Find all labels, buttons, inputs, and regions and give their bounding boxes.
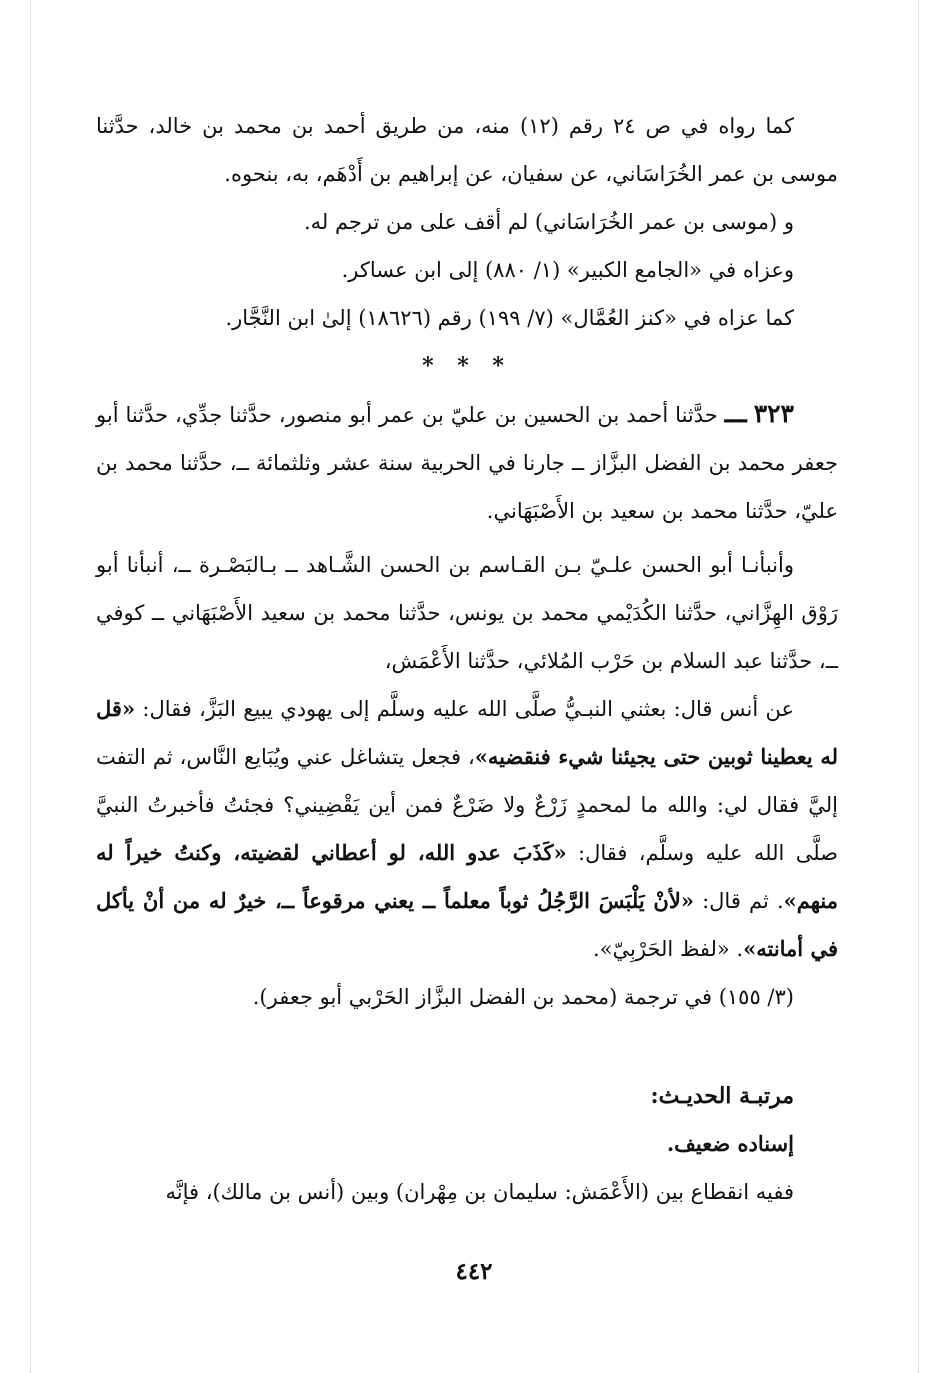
grade-heading: مرتبـة الحديـث: [650, 1083, 794, 1109]
hadith-matn [96, 685, 838, 973]
hadith-chain-second: وأنبأنـا أبو الحسن علـيّ بـن القـاسم بن الحسن الشَّـاهد ــ بـالبَصْـرة ــ، أنبأنا أبو رَوْق الهِزَّاني، حدَّثنا الكُدَيْمي محمد بن يونس، حدَّثنا محمد بن سعيد الأَصْبَهَاني ــ كوفي ــ، حدَّثنا عبد السلام بن حَرْب المُلائي، حدَّثنا الأَعْمَش، [96, 553, 838, 673]
right-margin-guide [918, 0, 919, 1373]
paragraph-jami-attribution: وعزاه في «الجامع الكبير» (١/ ٨٨٠) إلى ابن عساكر. [341, 258, 794, 282]
left-margin-guide [30, 0, 31, 1373]
hadith-source: (٣/ ١٥٥) في ترجمة (محمد بن الفضل البزَّاز الحَرْبي أبو جعفر). [252, 985, 794, 1009]
paragraph-tarjamah-note: و (موسى بن عمر الخُرَاسَاني) لم أقف على من ترجم له. [303, 210, 794, 234]
matn-middle-two: . ثم قال: [693, 889, 784, 913]
grade-verdict: إسناده ضعيف. [666, 1131, 794, 1156]
matn-quote-one: «قل له يعطينا ثوبين حتى يجيئنا شيء فنقضيه» [96, 696, 838, 769]
page-number: ٤٤٢ [455, 1258, 493, 1285]
hadith-number-dash: ـــ [724, 399, 747, 428]
paragraph-kanz-attribution: كما عزاه في «كنز العُمَّال» (٧/ ١٩٩) رقم (١٨٦٢٦) إلىٰ ابن النَّجَّار. [225, 306, 794, 330]
matn-end: . «لفظ الحَرْبِيّ». [593, 937, 744, 961]
hadith-number: ٣٢٣ [753, 399, 794, 428]
matn-quote-three: «لأنْ يَلْبَسَ الرَّجُلُ ثوباً معلماً ــ يعني مرقوعاً ــ، خيرٌ له من أنْ يأكل في أمانته» [96, 888, 838, 961]
hadith-chain-first [96, 390, 838, 535]
matn-intro: عن أنس قال: بعثني النبـيُّ صلَّى الله عليه وسلَّم إلى يهودي يبيع البَزَّ، فقال: [135, 697, 794, 721]
hadith-chain-first-text: حدَّثنا أحمد بن الحسين بن عليّ بن عمر أبو منصور، حدَّثنا جدِّي، حدَّثنا أبو جعفر محمد بن الفضل البزَّاز ــ جارنا في الحربية سنة عشر وثلثمائة ــ، حدَّثنا محمد بن عليّ، حدَّثنا محمد بن سعيد بن الأَصْبَهَاني. [96, 403, 838, 523]
section-separator: * * * [422, 353, 512, 379]
matn-middle-one: ، فجعل يتشاغل عني ويُبَايع النَّاس، ثم التفت إليَّ فقال لي: والله ما لمحمدٍ زَرْعٌ ولا ضَرْعٌ فمن أين يَقْضِيني؟ فجئتُ فأخبرتُ النبيَّ صلَّى الله عليه وسلَّم، فقال: [96, 745, 838, 865]
grade-section [96, 1072, 838, 1216]
main-text-block [96, 102, 838, 1021]
paragraph-riwayah: كما رواه في ص ٢٤ رقم (١٢) منه، من طريق أحمد بن محمد بن خالد، حدَّثنا موسى بن عمر الخُرَاسَاني، عن سفيان، عن إبراهيم بن أَدْهَم، به، بنحوه. [96, 114, 838, 186]
matn-quote-two: «كَذَبَ عدو الله، لو أعطاني لقضيته، وكنتُ خيراً له منهم» [96, 840, 839, 913]
grade-reason: ففيه انقطاع بين (الأَعْمَش: سليمان بن مِهْران) وبين (أنس بن مالك)، فإنَّه [165, 1180, 794, 1204]
